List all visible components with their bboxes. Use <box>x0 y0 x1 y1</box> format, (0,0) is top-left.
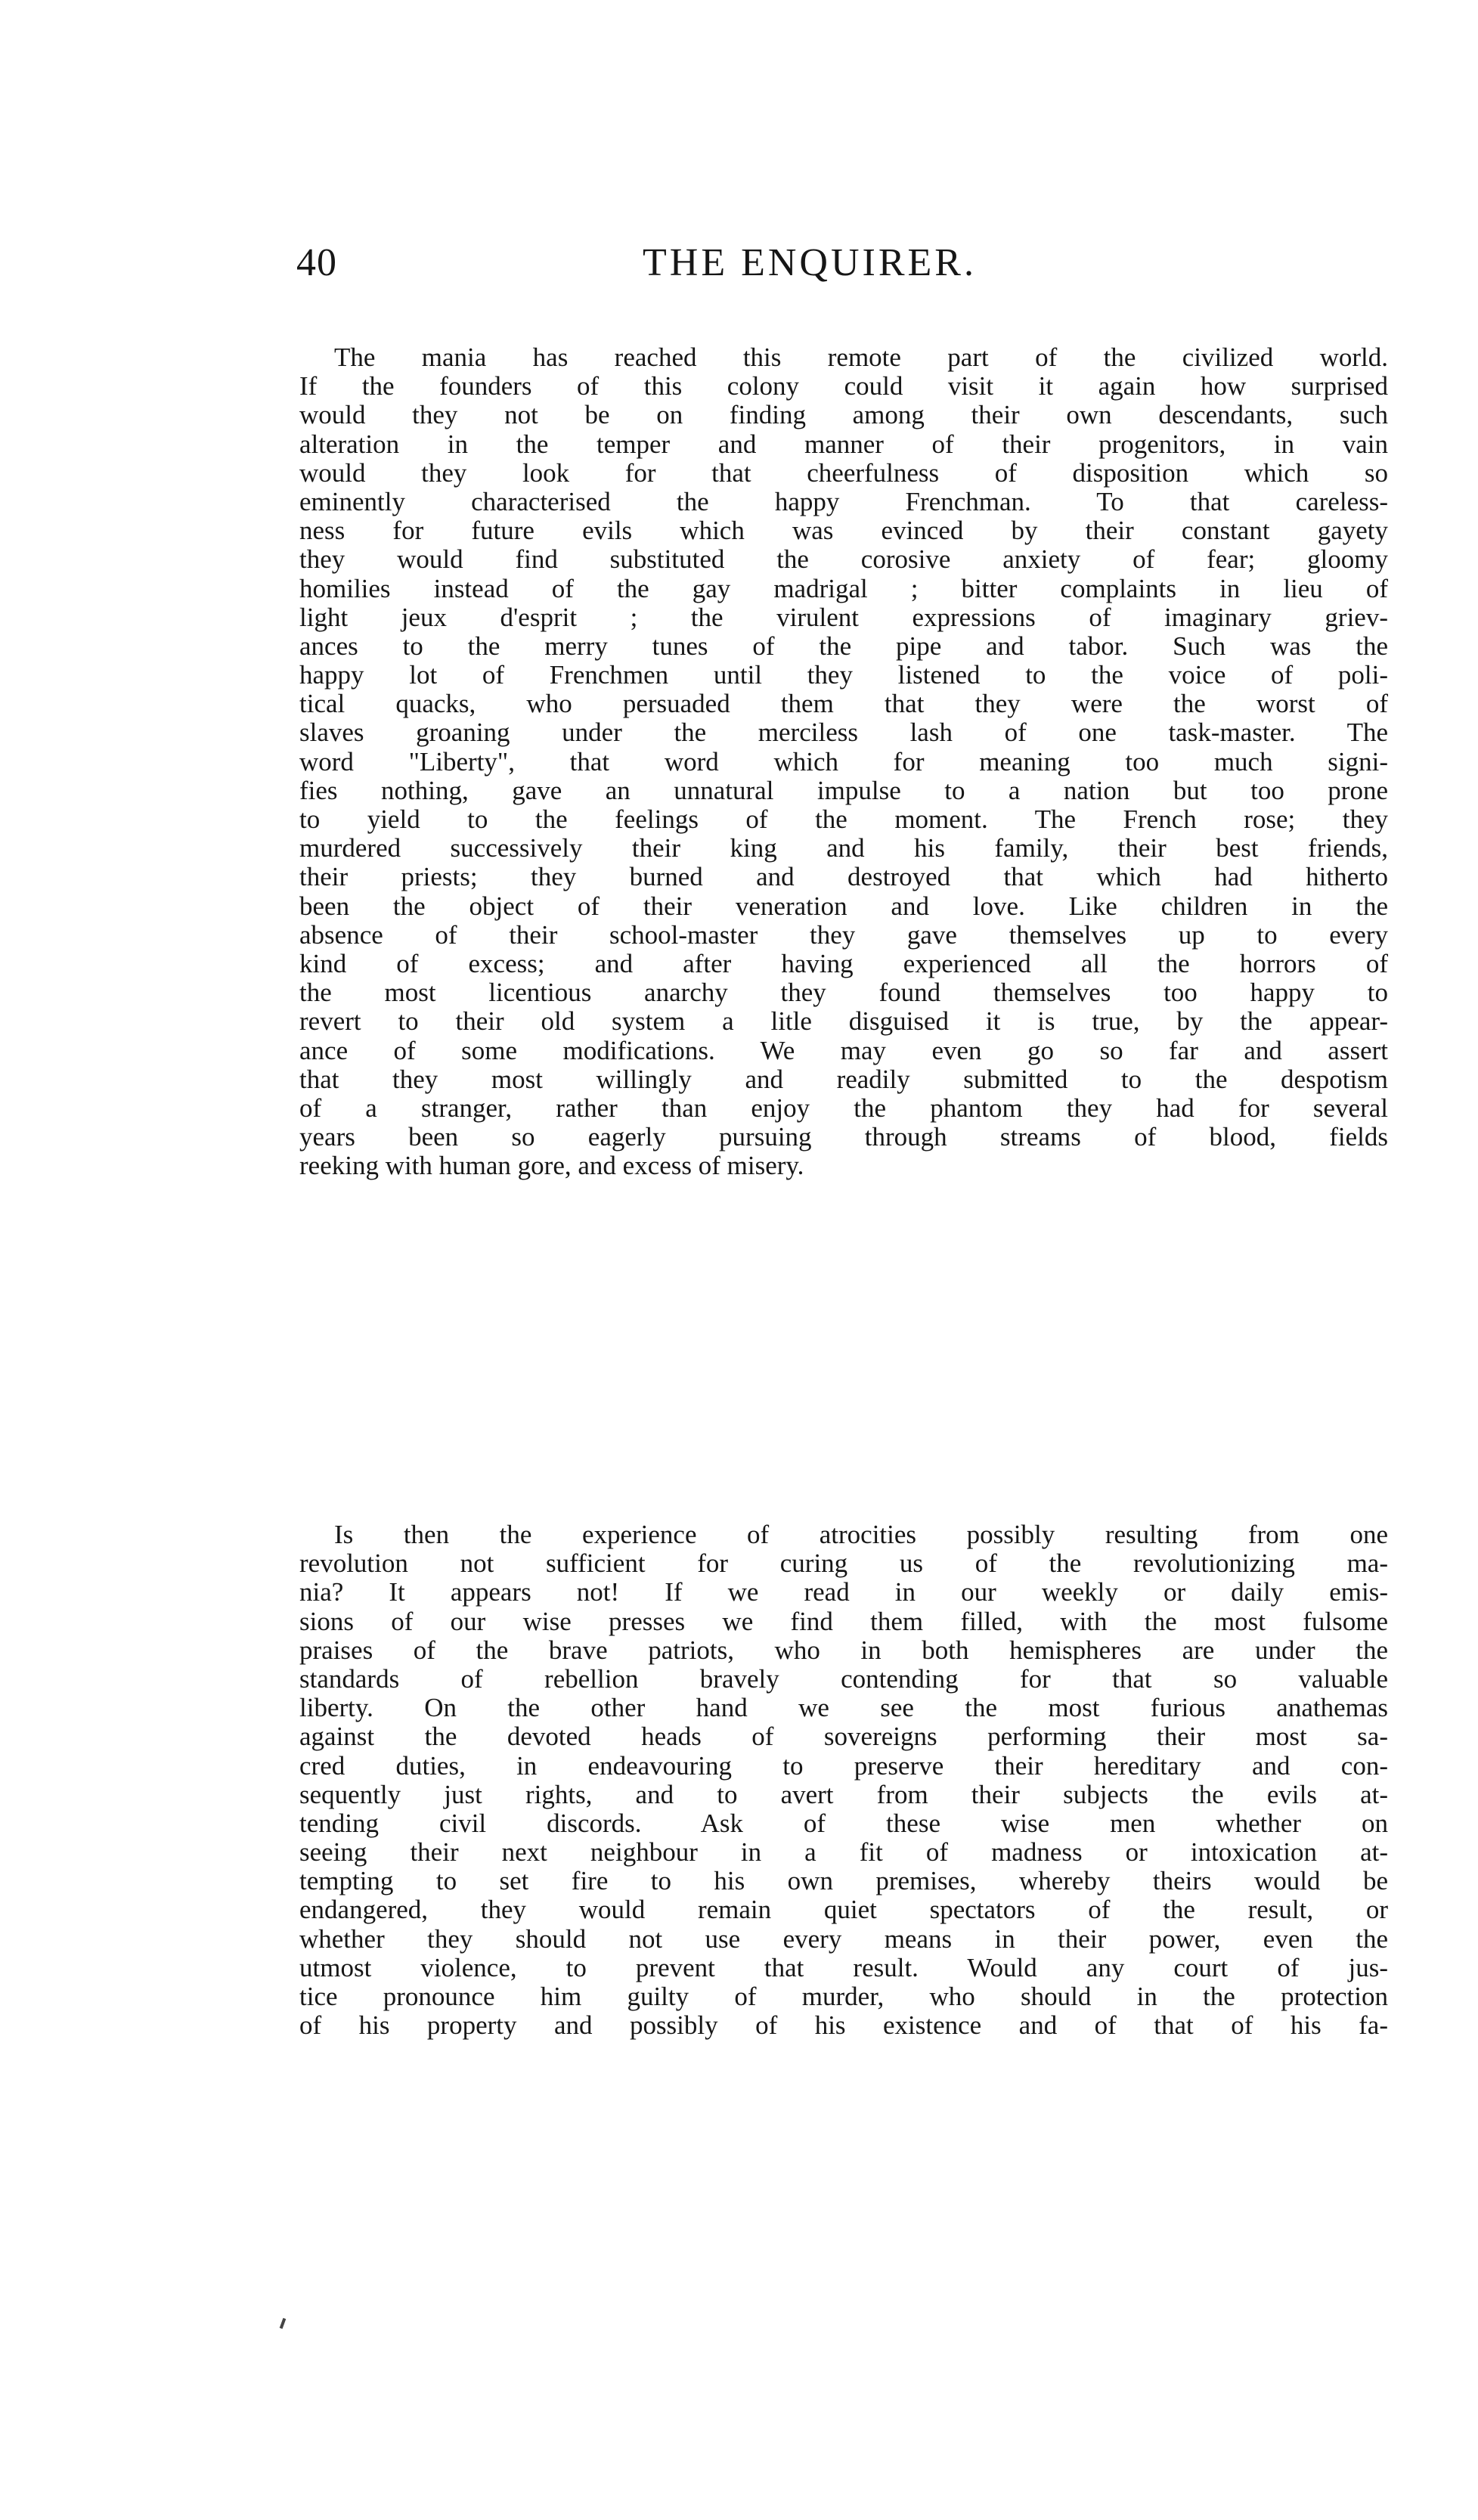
text-line: praises of the brave patriots, who in both hemispheres are under the <box>299 1635 1388 1665</box>
text-line: word "Liberty", that word which for meaning too much signi- <box>299 746 1388 776</box>
text-line: whether they should not use every means in their power, even the <box>299 1923 1388 1954</box>
text-line: absence of their school-master they gave themselves up to every <box>299 919 1388 950</box>
text-line: would they look for that cheerfulness of disposition which so <box>299 457 1388 488</box>
text-line: kind of excess; and after having experienced all the horrors of <box>299 948 1388 978</box>
stray-ink-mark <box>280 2318 287 2329</box>
running-title: THE ENQUIRER. <box>643 241 977 284</box>
text-line: of a stranger, rather than enjoy the phantom they had for several <box>299 1093 1388 1123</box>
text-line: tempting to set fire to his own premises, whereby theirs would be <box>299 1866 1388 1896</box>
text-line: Is then the experience of atrocities possibly resulting from one <box>334 1520 1388 1549</box>
text-line: If the founders of this colony could visit it again how surprised <box>299 371 1388 401</box>
text-line: seeing their next neighbour in a fit of madness or intoxication at- <box>299 1837 1388 1868</box>
text-line: The mania has reached this remote part of the civilized world. <box>334 343 1388 372</box>
text-line: sequently just rights, and to avert from their subjects the evils at- <box>299 1779 1388 1809</box>
text-line: cred duties, in endeavouring to preserve their hereditary and con- <box>299 1750 1388 1781</box>
text-line: tending civil discords. Ask of these wise men whether on <box>299 1808 1388 1838</box>
text-line: happy lot of Frenchmen until they listened to the voice of poli- <box>299 660 1388 690</box>
text-line: nia? It appears not! If we read in our weekly or daily emis- <box>299 1577 1388 1607</box>
text-line: of his property and possibly of his existence and of that of his fa- <box>299 2010 1388 2041</box>
text-line: against the devoted heads of sovereigns performing their most sa- <box>299 1722 1388 1752</box>
text-line: standards of rebellion bravely contending for that so valuable <box>299 1663 1388 1694</box>
text-line: light jeux d'esprit ; the virulent expressions of imaginary griev- <box>299 602 1388 632</box>
text-line: ance of some modifications. We may even go so far and assert <box>299 1035 1388 1065</box>
text-line: murdered successively their king and his family, their best friends, <box>299 833 1388 863</box>
text-line: endangered, they would remain quiet spectators of the result, or <box>299 1895 1388 1925</box>
text-line: years been so eagerly pursuing through streams of blood, fields <box>299 1122 1388 1152</box>
text-line: homilies instead of the gay madrigal ; bitter complaints in lieu of <box>299 573 1388 603</box>
text-line: eminently characterised the happy Frenchman. To that careless- <box>299 486 1388 516</box>
page-number: 40 <box>296 241 337 284</box>
text-line: that they most willingly and readily submitted to the despotism <box>299 1064 1388 1094</box>
text-line: tical quacks, who persuaded them that they were the worst of <box>299 689 1388 719</box>
text-line: been the object of their veneration and love. Like children in the <box>299 891 1388 921</box>
text-line: revolution not sufficient for curing us of the revolutionizing ma- <box>299 1548 1388 1579</box>
text-line: would they not be on finding among their own descendants, such <box>299 400 1388 430</box>
text-line: revert to their old system a litle disguised it is true, by the appear- <box>299 1006 1388 1037</box>
text-line: utmost violence, to prevent that result. Would any court of jus- <box>299 1952 1388 1982</box>
text-line: sions of our wise presses we find them filled, with the most fulsome <box>299 1606 1388 1636</box>
text-line: ances to the merry tunes of the pipe and tabor. Such was the <box>299 631 1388 661</box>
text-line: tice pronounce him guilty of murder, who should in the protection <box>299 1982 1388 2011</box>
page-header <box>296 240 1423 293</box>
text-line: alteration in the temper and manner of their progenitors, in vain <box>299 429 1388 459</box>
text-line: the most licentious anarchy they found themselves too happy to <box>299 978 1388 1008</box>
text-line: ness for future evils which was evinced by their constant gayety <box>299 516 1388 546</box>
paragraph-2 <box>299 1520 1388 2040</box>
text-line: fies nothing, gave an unnatural impulse to a nation but too prone <box>299 775 1388 805</box>
text-line: their priests; they burned and destroyed that which had hitherto <box>299 862 1388 892</box>
text-line: reeking with human gore, and excess of misery. <box>299 1151 804 1181</box>
text-line: liberty. On the other hand we see the most furious anathemas <box>299 1693 1388 1723</box>
paragraph-1 <box>299 343 1388 1180</box>
text-line: slaves groaning under the merciless lash of one task-master. The <box>299 718 1388 748</box>
text-line: they would find substituted the corosive anxiety of fear; gloomy <box>299 544 1388 575</box>
text-line: to yield to the feelings of the moment. The French rose; they <box>299 804 1388 834</box>
